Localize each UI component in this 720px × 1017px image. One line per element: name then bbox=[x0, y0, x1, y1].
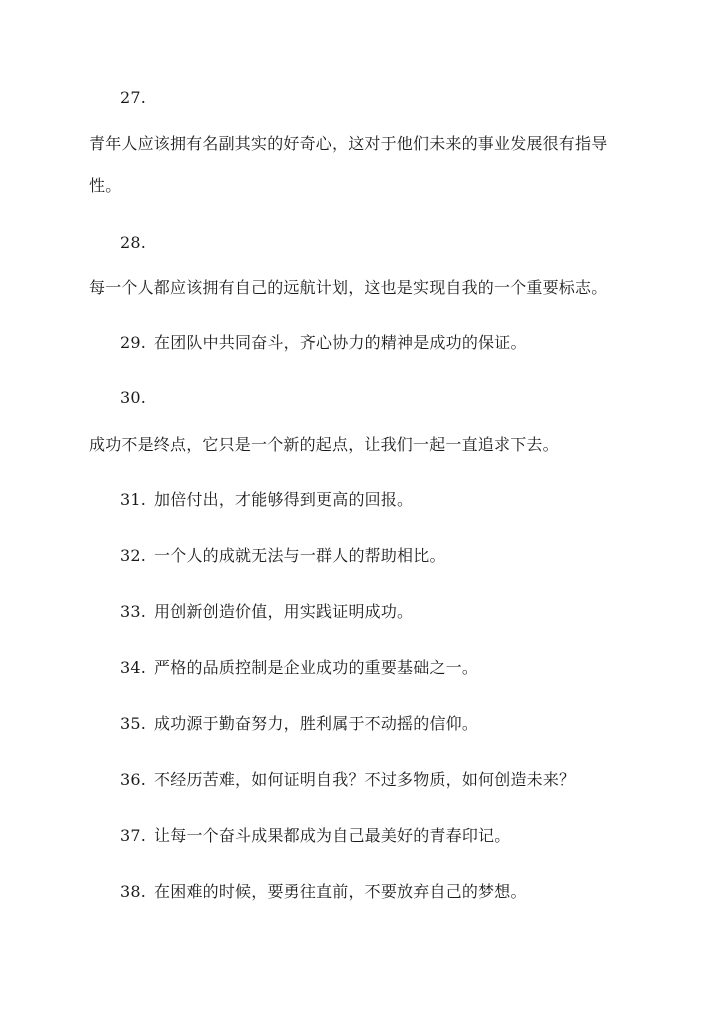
item-text: 不经历苦难，如何证明自我？不过多物质，如何创造未来？ bbox=[154, 770, 576, 789]
item-text: 用创新创造价值，用实践证明成功。 bbox=[154, 602, 414, 621]
item-text: 每一个人都应该拥有自己的远航计划，这也是实现自我的一个重要标志。 bbox=[89, 278, 608, 297]
item-number: 28. bbox=[120, 233, 147, 252]
item-30-text bbox=[89, 435, 559, 455]
item-number: 29. bbox=[120, 333, 147, 352]
item-number: 35. bbox=[120, 714, 147, 733]
item-number: 37. bbox=[120, 826, 147, 845]
item-35 bbox=[120, 714, 478, 734]
item-29 bbox=[120, 333, 527, 353]
item-27-text-line2 bbox=[89, 176, 121, 196]
item-number: 34. bbox=[120, 658, 147, 677]
item-text: 成功源于勤奋努力，胜利属于不动摇的信仰。 bbox=[154, 714, 479, 733]
item-text: 青年人应该拥有名副其实的好奇心，这对于他们未来的事业发展很有指导 bbox=[89, 134, 608, 153]
item-text: 在团队中共同奋斗，齐心协力的精神是成功的保证。 bbox=[154, 333, 527, 352]
item-text: 加倍付出，才能够得到更高的回报。 bbox=[154, 490, 414, 509]
item-number: 38. bbox=[120, 882, 147, 901]
item-38 bbox=[120, 882, 527, 902]
item-31 bbox=[120, 490, 413, 510]
item-number: 36. bbox=[120, 770, 147, 789]
item-number: 31. bbox=[120, 490, 147, 509]
item-34 bbox=[120, 658, 478, 678]
item-text: 在困难的时候，要勇往直前，不要放弃自己的梦想。 bbox=[154, 882, 527, 901]
item-33 bbox=[120, 602, 413, 622]
item-text: 成功不是终点，它只是一个新的起点，让我们一起一直追求下去。 bbox=[89, 435, 559, 454]
item-text: 让每一个奋斗成果都成为自己最美好的青春印记。 bbox=[154, 826, 511, 845]
item-text: 严格的品质控制是企业成功的重要基础之一。 bbox=[154, 658, 479, 677]
item-32 bbox=[120, 546, 446, 566]
item-28-text bbox=[89, 278, 607, 298]
item-27-number bbox=[120, 88, 146, 108]
item-text: 一个人的成就无法与一群人的帮助相比。 bbox=[154, 546, 446, 565]
item-36 bbox=[120, 770, 575, 790]
item-number: 33. bbox=[120, 602, 147, 621]
item-text: 性。 bbox=[89, 176, 122, 195]
item-number: 30. bbox=[120, 388, 147, 407]
item-37 bbox=[120, 826, 510, 846]
item-28-number bbox=[120, 233, 146, 253]
item-number: 32. bbox=[120, 546, 147, 565]
item-27-text-line1 bbox=[89, 134, 607, 154]
item-number: 27. bbox=[120, 88, 147, 107]
item-30-number bbox=[120, 388, 146, 408]
